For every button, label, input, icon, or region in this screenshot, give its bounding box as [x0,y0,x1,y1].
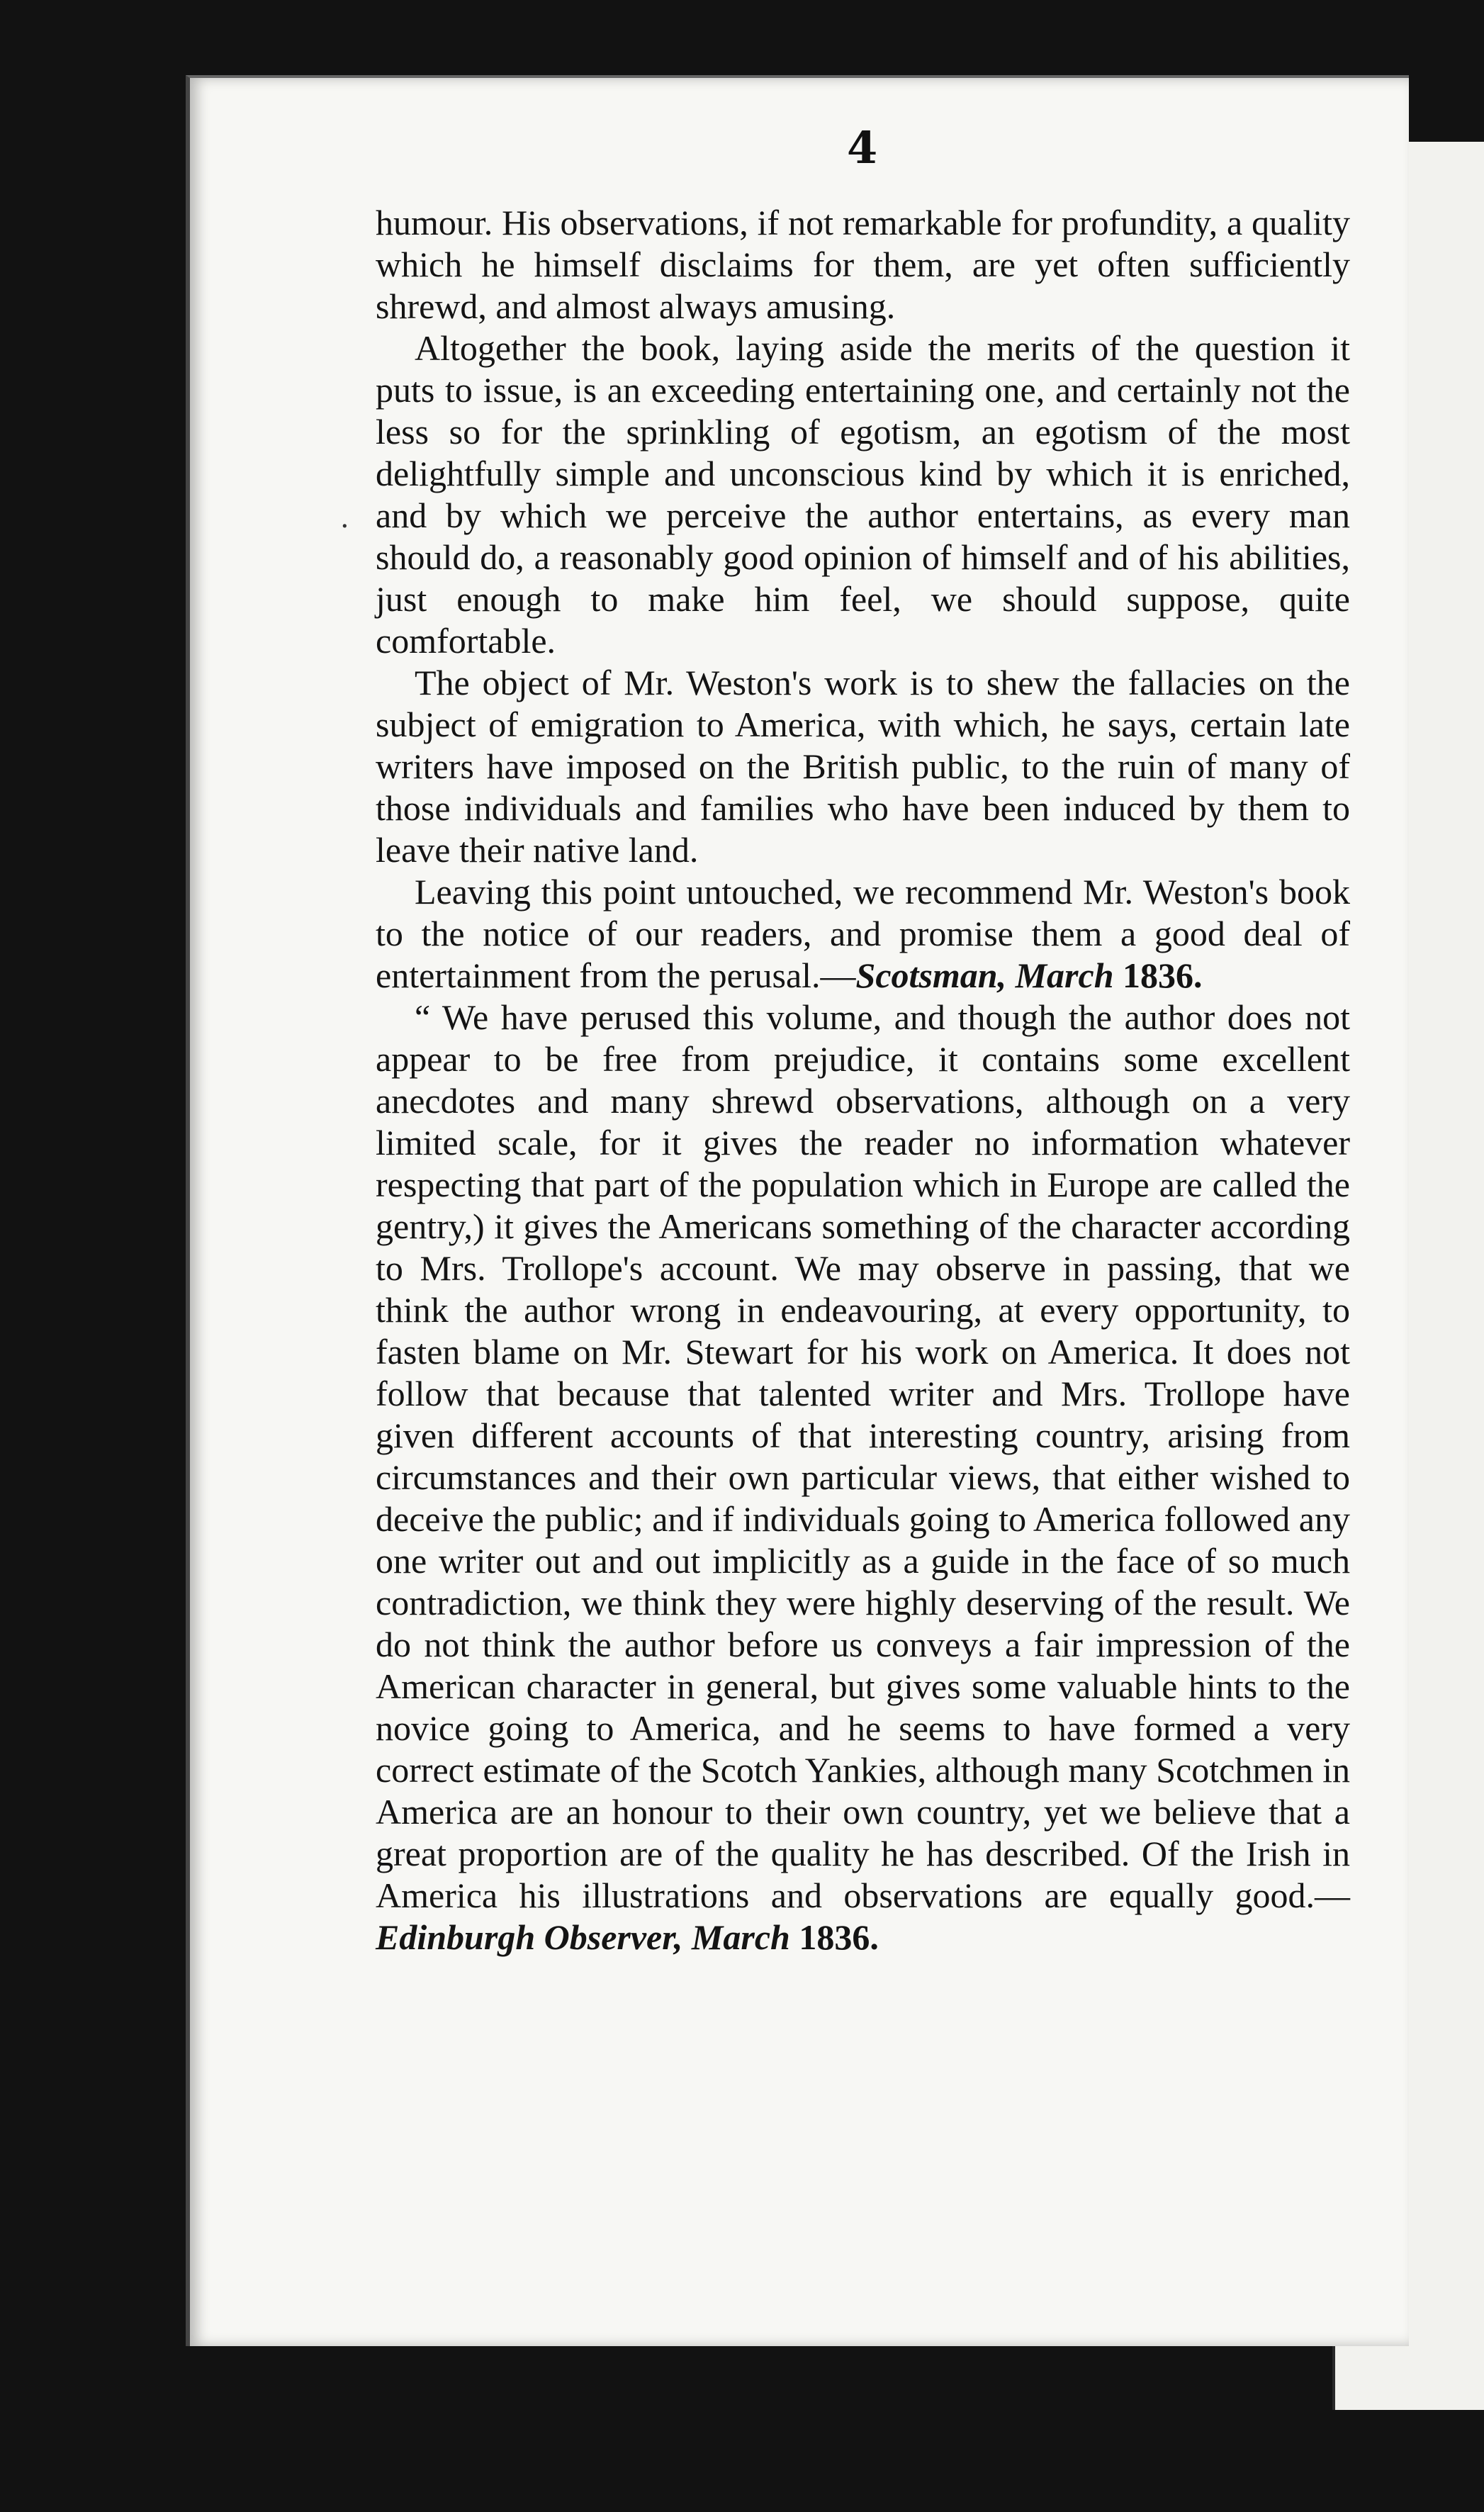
paragraph-text: humour. His observations, if not remarkable for profundity, a quality which he himself disclaims for them, are yet often sufficiently shrewd, and almost always amusing. [376,203,1350,326]
margin-mark: · [340,510,349,543]
citation-year: 1836. [799,1917,879,1957]
body-text [376,202,1350,1958]
paragraph [376,871,1350,997]
paragraph [376,327,1350,662]
page-number: 4 [847,122,878,174]
paragraph-text: The object of Mr. Weston's work is to shew the fallacies on the subject of emigration to America, with which, he says, certain late writers have imposed on the British public, to the ruin of many of those individuals and families who have been induced by them to leave their native land. [376,663,1350,870]
citation-source: Edinburgh Observer, March [376,1917,790,1957]
paragraph [376,997,1350,1958]
paragraph-text: Altogether the book, laying aside the merits of the question it puts to issue, is an exceeding entertaining one, and certainly not the less so for the sprinkling of egotism, an egotism of the most delightfully simple and unconscious kind by which it is enriched, and by which we perceive the author entertains, as every man should do, a reasonably good opinion of himself and of his abilities, just enough to make him feel, we should suppose, quite comfortable. [376,328,1350,661]
paragraph-text: Leaving this point untouched, we recommend Mr. Weston's book to the notice of our readers, and promise them a good deal of entertainment from the perusal.— [376,872,1350,995]
paragraph-text: “ We have perused this volume, and though the author does not appear to be free from prejudice, it contains some excellent anecdotes and many shrewd observations, although on a very limited scale, for it gives the reader no information whatever respecting that part of the population which in Europe are called the gentry,) it gives the Americans something of the character according to Mrs. Trollope's account. We may observe in passing, that we think the author wrong in endeavouring, at every opportunity, to fasten blame on Mr. Stewart for his work on America. It does not follow that because that talented writer and Mrs. Trollope have given different accounts of that interesting country, arising from circumstances and their own particular views, that either wished to deceive the public; and if individuals going to America followed any one writer out and out implicitly as a guide in the face of so much contradiction, we think they were highly deserving of the result. We do not think the author before us conveys a fair impression of the American character in general, but gives some valuable hints to the novice going to America, and he seems to have formed a very correct estimate of the Scotch Yankies, although many Scotchmen in America are an honour to their own country, yet we believe that a great proportion are of the quality he has described. Of the Irish in America his illustrations and observations are equally good.— [376,997,1350,1915]
citation-year: 1836. [1123,955,1203,995]
paragraph [376,202,1350,327]
paragraph [376,662,1350,871]
citation-source: Scotsman, March [855,955,1114,995]
